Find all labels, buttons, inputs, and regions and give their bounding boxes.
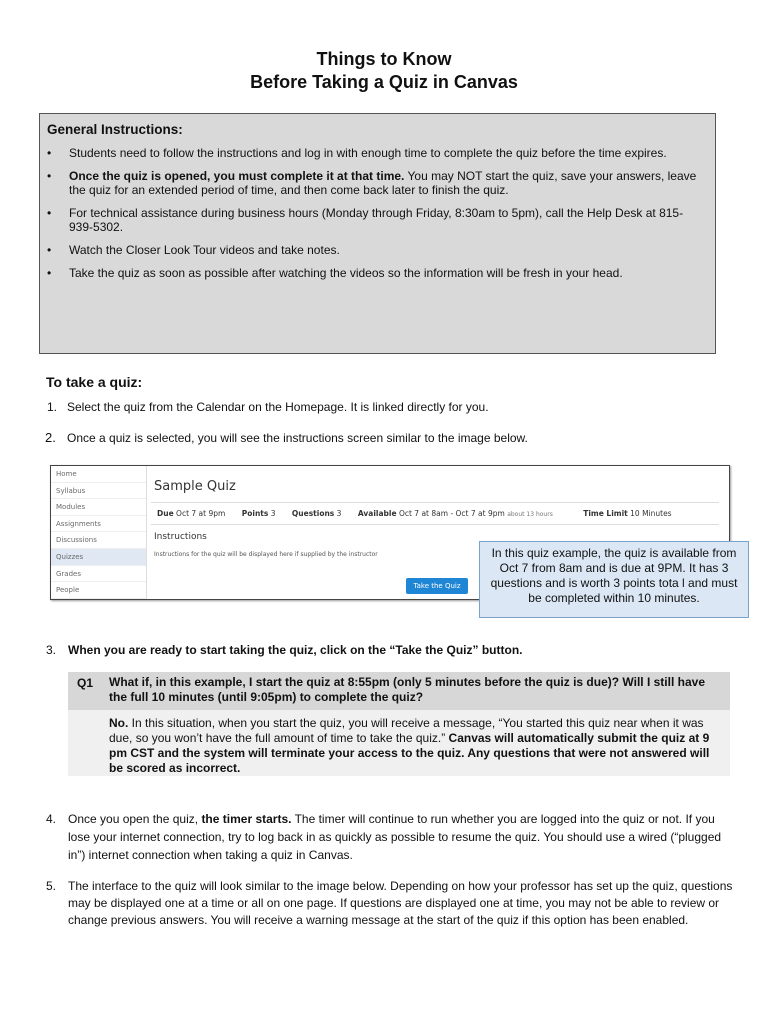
points-label: Points bbox=[241, 509, 269, 518]
due-value: Oct 7 at 9pm bbox=[176, 509, 226, 518]
bullet-icon: • bbox=[47, 169, 52, 183]
step-number: 4. bbox=[46, 812, 57, 826]
faq-answer bbox=[109, 716, 722, 776]
answer-lead: No. bbox=[109, 716, 129, 730]
bullet-icon: • bbox=[47, 206, 52, 220]
step-5 bbox=[46, 878, 736, 929]
due-label: Due bbox=[157, 509, 174, 518]
step-text bbox=[68, 810, 736, 864]
answer-bold: Canvas will automatically submit the quiz at 9 pm CST and the system will terminate your access to the quiz. Any questions that were not answered will be scored as incorrect. bbox=[109, 731, 710, 775]
list-item bbox=[47, 243, 707, 257]
nav-item-modules: Modules bbox=[51, 499, 146, 516]
callout-box: In this quiz example, the quiz is available from Oct 7 from 8am and is due at 9PM. It has 3 questions and is worth 3 points tota l and must be completed within 10 minutes. bbox=[479, 541, 749, 618]
step-text: Select the quiz from the Calendar on the Homepage. It is linked directly for you. bbox=[67, 400, 489, 414]
points-value: 3 bbox=[270, 509, 276, 518]
general-instructions-heading: General Instructions: bbox=[47, 122, 183, 137]
course-nav bbox=[51, 466, 147, 599]
step-text-post: The timer will continue to run whether you are logged into the quiz or not. If you lose your internet connection, try to log back in as quickly as possible to resume the quiz. You should use a wired (“plugged in”) internet connection when taking a quiz in Canvas. bbox=[68, 812, 722, 862]
step-text-bold: the timer starts. bbox=[201, 812, 292, 826]
step-text: Once a quiz is selected, you will see the instructions screen similar to the image below. bbox=[67, 431, 528, 445]
nav-item-discussions: Discussions bbox=[51, 532, 146, 549]
step-text: When you are ready to start taking the quiz, click on the “Take the Quiz” button. bbox=[68, 643, 523, 657]
general-instructions-list bbox=[47, 146, 707, 289]
item-text: Watch the Closer Look Tour videos and take notes. bbox=[69, 243, 340, 257]
faq-label: Q1 bbox=[77, 676, 94, 690]
document-title bbox=[0, 48, 768, 94]
bullet-icon: • bbox=[47, 146, 52, 160]
answer-text: In this situation, when you start the quiz, you will receive a message, “You started this quiz near when it was due, so you won’t have the full amount of time to take the quiz.” bbox=[109, 716, 704, 745]
questions-label: Questions bbox=[291, 509, 335, 518]
step-3 bbox=[46, 642, 736, 658]
time-limit-value: 10 Minutes bbox=[630, 509, 672, 518]
step-number: 1. bbox=[47, 400, 58, 414]
list-item bbox=[47, 169, 707, 197]
take-quiz-heading: To take a quiz: bbox=[46, 374, 143, 390]
divider bbox=[151, 524, 719, 525]
faq-table bbox=[68, 672, 730, 776]
step-number: 5. bbox=[46, 879, 57, 893]
divider bbox=[151, 502, 719, 503]
title-line-1: Things to Know bbox=[316, 49, 452, 69]
nav-item-syllabus: Syllabus bbox=[51, 483, 146, 500]
quiz-meta bbox=[157, 509, 672, 518]
nav-item-quizzes: Quizzes bbox=[51, 549, 146, 566]
nav-item-people: People bbox=[51, 582, 146, 599]
nav-item-grades: Grades bbox=[51, 566, 146, 583]
instructions-heading: Instructions bbox=[154, 532, 207, 542]
bullet-icon: • bbox=[47, 243, 52, 257]
quiz-title: Sample Quiz bbox=[154, 479, 236, 494]
time-limit-label: Time Limit bbox=[583, 509, 628, 518]
available-label: Available bbox=[357, 509, 397, 518]
list-item bbox=[47, 266, 707, 280]
faq-answer-row bbox=[68, 710, 730, 776]
step-2 bbox=[45, 430, 725, 446]
nav-item-assignments: Assignments bbox=[51, 516, 146, 533]
nav-item-home: Home bbox=[51, 466, 146, 483]
available-value: Oct 7 at 8am - Oct 7 at 9pm bbox=[398, 509, 505, 518]
item-text: For technical assistance during business hours (Monday through Friday, 8:30am to 5pm), call the Help Desk at 815-939-5302. bbox=[69, 206, 684, 234]
list-item bbox=[47, 206, 707, 234]
instructions-text: Instructions for the quiz will be displayed here if supplied by the instructor bbox=[154, 551, 378, 558]
step-number: 2. bbox=[45, 430, 56, 445]
item-text: You may NOT start the quiz, save your answers, leave the quiz for an extended period of time, and then come back later to finish the quiz. bbox=[69, 169, 697, 197]
step-text-pre: Once you open the quiz, bbox=[68, 812, 202, 826]
step-1 bbox=[47, 399, 727, 415]
general-instructions-box bbox=[39, 113, 716, 354]
available-note: about 13 hours bbox=[507, 511, 553, 518]
list-item bbox=[47, 146, 707, 160]
take-the-quiz-button[interactable]: Take the Quiz bbox=[406, 578, 468, 594]
step-4 bbox=[46, 810, 736, 864]
step-text: The interface to the quiz will look similar to the image below. Depending on how your professor has set up the quiz, questions may be displayed one at a time or all on one page. If questions are displayed one at time, you may not be able to review or change previous answers. You will receive a warning message at the start of the quiz if this option has been enabled. bbox=[68, 879, 733, 927]
questions-value: 3 bbox=[336, 509, 342, 518]
bullet-icon: • bbox=[47, 266, 52, 280]
item-text: Take the quiz as soon as possible after watching the videos so the information will be fresh in your head. bbox=[69, 266, 623, 280]
item-bold-text: Once the quiz is opened, you must complete it at that time. bbox=[69, 169, 405, 183]
step-number: 3. bbox=[46, 643, 57, 657]
faq-question: What if, in this example, I start the quiz at 8:55pm (only 5 minutes before the quiz is due)? Will I still have the full 10 minutes (until 9:05pm) to complete the quiz? bbox=[109, 675, 705, 704]
title-line-2: Before Taking a Quiz in Canvas bbox=[250, 72, 518, 92]
item-text: Students need to follow the instructions and log in with enough time to complete the quiz before the time expires. bbox=[69, 146, 667, 160]
faq-question-row bbox=[68, 672, 730, 710]
